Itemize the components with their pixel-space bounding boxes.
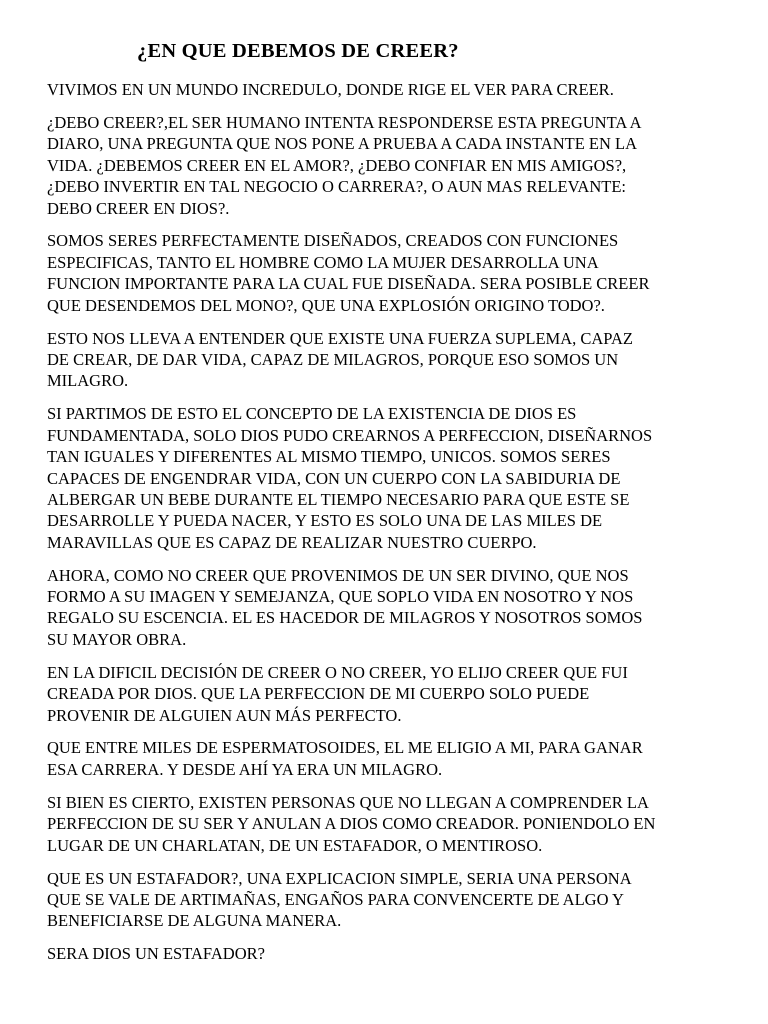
paragraph-line: ESTO NOS LLEVA A ENTENDER QUE EXISTE UNA FUERZA SUPLEMA, CAPAZ xyxy=(47,328,633,348)
document-paragraph xyxy=(47,230,763,316)
paragraph-line: SOMOS SERES PERFECTAMENTE DISEÑADOS, CREADOS CON FUNCIONES xyxy=(47,231,619,251)
paragraph-line: SU MAYOR OBRA. xyxy=(47,629,187,649)
paragraph-line: BENEFICIARSE DE ALGUNA MANERA. xyxy=(47,911,342,931)
document-body xyxy=(47,79,763,976)
paragraph-line: AHORA, COMO NO CREER QUE PROVENIMOS DE UN SER DIVINO, QUE NOS xyxy=(47,565,629,585)
document-paragraph xyxy=(47,943,763,964)
paragraph-line: LUGAR DE UN CHARLATAN, DE UN ESTAFADOR, O MENTIROSO. xyxy=(47,835,543,855)
paragraph-line: VIDA. ¿DEBEMOS CREER EN EL AMOR?, ¿DEBO CONFIAR EN MIS AMIGOS?, xyxy=(47,155,627,175)
document-paragraph xyxy=(47,79,763,100)
paragraph-line: DE CREAR, DE DAR VIDA, CAPAZ DE MILAGROS, PORQUE ESO SOMOS UN xyxy=(47,349,619,369)
paragraph-line: QUE DESENDEMOS DEL MONO?, QUE UNA EXPLOSIÓN ORIGINO TODO?. xyxy=(47,295,605,315)
paragraph-line: SI PARTIMOS DE ESTO EL CONCEPTO DE LA EXISTENCIA DE DIOS ES xyxy=(47,404,577,424)
paragraph-line: FUNDAMENTADA, SOLO DIOS PUDO CREARNOS A PERFECCION, DISEÑARNOS xyxy=(47,425,653,445)
paragraph-line: SI BIEN ES CIERTO, EXISTEN PERSONAS QUE NO LLEGAN A COMPRENDER LA xyxy=(47,792,649,812)
document-paragraph xyxy=(47,112,763,219)
paragraph-line: QUE ES UN ESTAFADOR?, UNA EXPLICACION SIMPLE, SERIA UNA PERSONA xyxy=(47,868,632,888)
paragraph-line: FUNCION IMPORTANTE PARA LA CUAL FUE DISEÑADA. SERA POSIBLE CREER xyxy=(47,274,650,294)
paragraph-line: CAPACES DE ENGENDRAR VIDA, CON UN CUERPO CON LA SABIDURIA DE xyxy=(47,468,621,488)
document-paragraph xyxy=(47,565,763,651)
paragraph-line: DIARO, UNA PREGUNTA QUE NOS PONE A PRUEBA A CADA INSTANTE EN LA xyxy=(47,134,638,154)
document-paragraph xyxy=(47,328,763,392)
document-paragraph xyxy=(47,662,763,726)
document-paragraph xyxy=(47,737,763,780)
document-paragraph xyxy=(47,868,763,932)
paragraph-line: REGALO SU ESCENCIA. EL ES HACEDOR DE MILAGROS Y NOSOTROS SOMOS xyxy=(47,608,643,628)
paragraph-line: EN LA DIFICIL DECISIÓN DE CREER O NO CREER, YO ELIJO CREER QUE FUI xyxy=(47,662,628,682)
paragraph-line: PERFECCION DE SU SER Y ANULAN A DIOS COMO CREADOR. PONIENDOLO EN xyxy=(47,814,656,834)
paragraph-line: PROVENIR DE ALGUIEN AUN MÁS PERFECTO. xyxy=(47,705,402,725)
paragraph-line: QUE SE VALE DE ARTIMAÑAS, ENGAÑOS PARA CONVENCERTE DE ALGO Y xyxy=(47,889,624,909)
paragraph-line: DESARROLLE Y PUEDA NACER, Y ESTO ES SOLO UNA DE LAS MILES DE xyxy=(47,511,603,531)
paragraph-line: DEBO CREER EN DIOS?. xyxy=(47,198,230,218)
paragraph-line: MILAGRO. xyxy=(47,371,129,391)
paragraph-line: ¿DEBO CREER?,EL SER HUMANO INTENTA RESPONDERSE ESTA PREGUNTA A xyxy=(47,112,642,132)
paragraph-line: ¿DEBO INVERTIR EN TAL NEGOCIO O CARRERA?, O AUN MAS RELEVANTE: xyxy=(47,177,626,197)
paragraph-line: CREADA POR DIOS. QUE LA PERFECCION DE MI CUERPO SOLO PUEDE xyxy=(47,684,590,704)
paragraph-line: ALBERGAR UN BEBE DURANTE EL TIEMPO NECESARIO PARA QUE ESTE SE xyxy=(47,489,630,509)
document-title: ¿EN QUE DEBEMOS DE CREER? xyxy=(137,40,459,62)
paragraph-line: TAN IGUALES Y DIFERENTES AL MISMO TIEMPO, UNICOS. SOMOS SERES xyxy=(47,447,611,467)
paragraph-line: SERA DIOS UN ESTAFADOR? xyxy=(47,944,265,964)
paragraph-line: ESPECIFICAS, TANTO EL HOMBRE COMO LA MUJER DESARROLLA UNA xyxy=(47,252,599,272)
paragraph-line: MARAVILLAS QUE ES CAPAZ DE REALIZAR NUESTRO CUERPO. xyxy=(47,532,537,552)
paragraph-line: FORMO A SU IMAGEN Y SEMEJANZA, QUE SOPLO VIDA EN NOSOTRO Y NOS xyxy=(47,587,634,607)
document-paragraph xyxy=(47,403,763,553)
paragraph-line: VIVIMOS EN UN MUNDO INCREDULO, DONDE RIGE EL VER PARA CREER. xyxy=(47,80,614,99)
paragraph-line: QUE ENTRE MILES DE ESPERMATOSOIDES, EL ME ELIGIO A MI, PARA GANAR xyxy=(47,738,643,758)
paragraph-line: ESA CARRERA. Y DESDE AHÍ YA ERA UN MILAGRO. xyxy=(47,759,443,779)
document-paragraph xyxy=(47,792,763,856)
